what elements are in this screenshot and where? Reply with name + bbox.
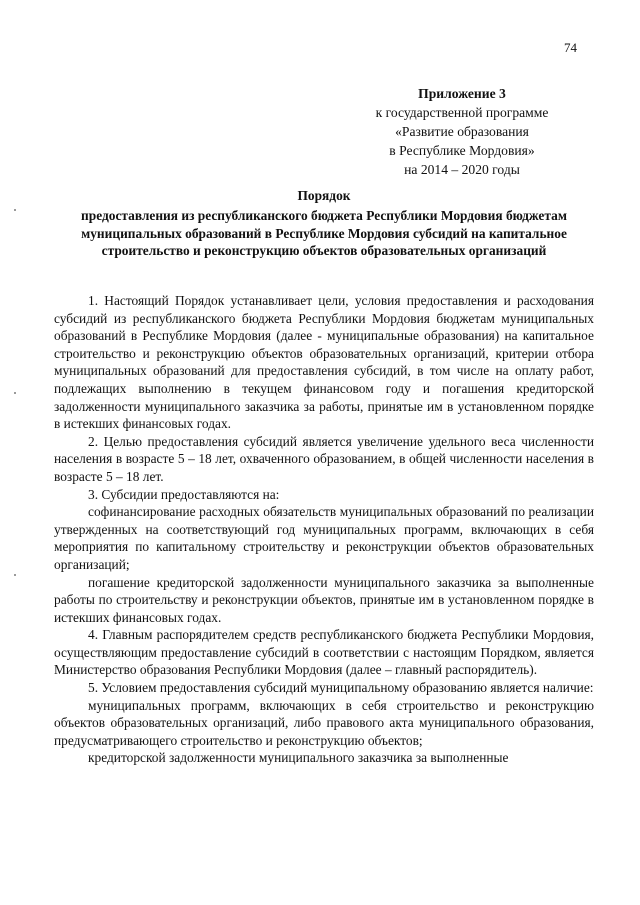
paragraph: погашение кредиторской задолженности муниципального заказчика за выполненные работы по строительству и реконструкции объектов, принятые им в установленном порядке в истекших финансовых годах. <box>54 574 594 625</box>
title-subheading: предоставления из республиканского бюджета Республики Мордовия бюджетам муниципальных образований в Республике Мордовия субсидий на капитальное строительство и реконструкцию объектов образовательных организаций <box>81 208 567 259</box>
scan-speck <box>14 392 16 394</box>
paragraph: муниципальных программ, включающих в себя строительство и реконструкцию объектов образовательных организаций, либо правового акта муниципального образования, предусматривающего строительство и реконструкцию объектов; <box>54 697 594 748</box>
appendix-title: Приложение 3 <box>418 86 506 101</box>
paragraph: 1. Настоящий Порядок устанавливает цели, условия предоставления и расходования субсидий из республиканского бюджета Республики Мордовия бюджетам муниципальных образований в Республике Мордовия (далее - муниципальные образования) на капитальное строительство и реконструкцию объектов образовательных организаций, критерии отбора муниципальных образований для предоставления субсидий, в том числе на оплату работ, подлежащих выполнению в текущем финансовом году и погашения кредиторской задолженности муниципального заказчика за работы, принятые им в установленном порядке в истекших финансовых годах. <box>54 293 594 432</box>
scan-speck <box>14 209 16 211</box>
appendix-line: на 2014 – 2020 годы <box>404 162 520 177</box>
appendix-line: в Республике Мордовия» <box>389 143 535 158</box>
paragraph: софинансирование расходных обязательств муниципальных образований по реализации утвержденных на соответствующий год муниципальных программ, включающих в себя мероприятия по капитальному строительству и реконструкции объектов образовательных организаций; <box>54 504 594 572</box>
paragraph: 4. Главным распорядителем средств республиканского бюджета Республики Мордовия, осуществляющим предоставление субсидий в соответствии с настоящим Порядком, является Министерство образования Республики Мордовия (далее – главный распорядитель). <box>54 627 594 678</box>
document-title <box>54 187 594 260</box>
page-number: 74 <box>564 40 577 55</box>
paragraph: кредиторской задолженности муниципального заказчика за выполненные <box>88 750 509 766</box>
scan-speck <box>14 574 16 576</box>
title-heading: Порядок <box>297 188 351 203</box>
appendix-line: к государственной программе <box>375 105 549 120</box>
paragraph: 5. Условием предоставления субсидий муниципальному образованию является наличие: <box>88 680 594 696</box>
appendix-header <box>332 84 592 179</box>
document-body <box>54 292 594 767</box>
paragraph: 2. Целью предоставления субсидий является увеличение удельного веса численности населения в возрасте 5 – 18 лет, охваченного образованием, в общей численности населения в возрасте 5 – 18 лет. <box>54 433 594 484</box>
paragraph: 3. Субсидии предоставляются на: <box>88 486 280 502</box>
appendix-line: «Развитие образования <box>395 124 529 139</box>
